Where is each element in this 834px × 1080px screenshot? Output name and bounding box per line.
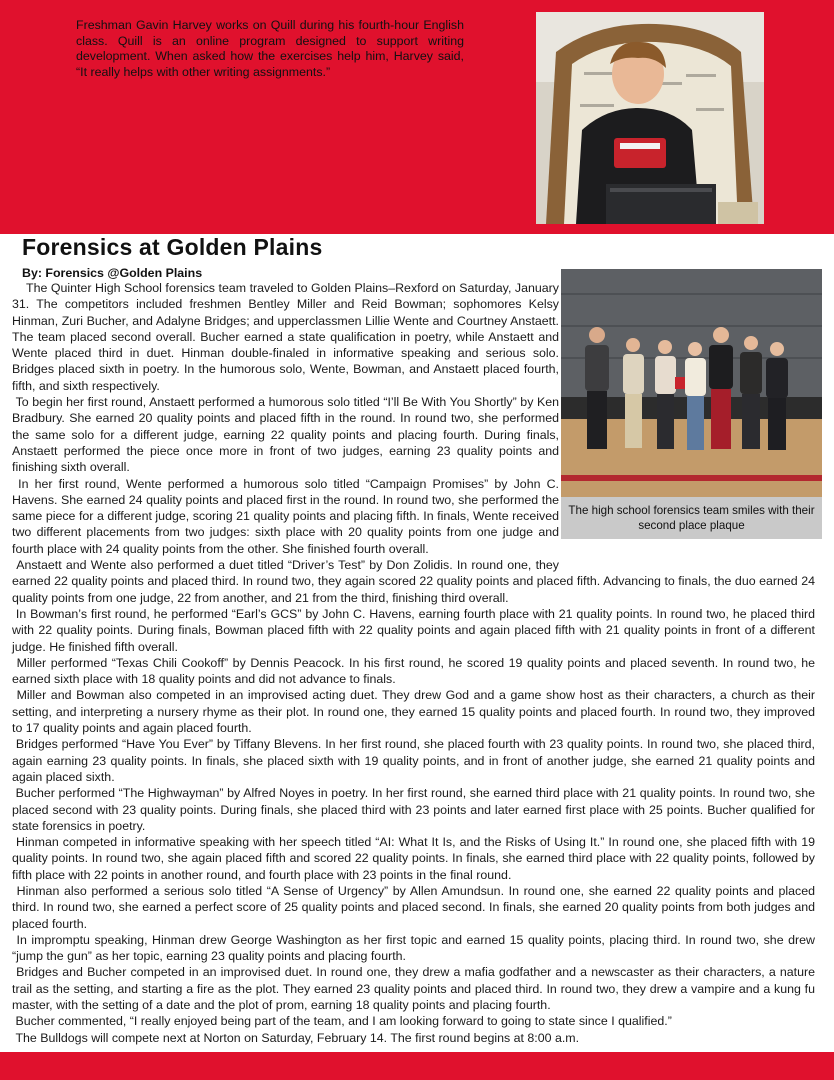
article-body: [12, 280, 815, 1046]
article-paragraph: In impromptu speaking, Hinman drew George Washington as her first topic and earned 15 quality points, placing third. In round two, she drew “jump the gun” as her topic, earning 23 quality points and placing fourth.: [12, 932, 815, 964]
article-byline: By: Forensics @Golden Plains: [22, 266, 203, 280]
article-paragraph: Bridges performed “Have You Ever” by Tiffany Blevens. In her first round, she placed fourth with 23 quality points. In round two, she placed third, again earning 23 quality points. In finals, she placed sixth with 19 quality points, and in front of another judge, she earned 21 quality points and again placed sixth.: [12, 737, 815, 784]
article-paragraph: Hinman competed in informative speaking with her speech titled “AI: What It Is, and the Risks of Using It.” In round one, she placed fifth with 19 quality points. In round two, she again placed fifth and scored 22 quality points. In finals, she earned third place with 22 quality points, followed by fifth place with 22 points in another round, and fourth place with 23 points in the final round.: [12, 835, 815, 882]
article-paragraph: To begin her first round, Anstaett performed a humorous solo titled “I’ll Be With You Shortly” by Ken Bradbury. She earned 20 quality points and placed fifth in the round. In round two, she performed the same solo for a different judge, earning 22 quality points and placing fourth. During finals, Anstaett performed the piece once more in front of two judges, earning 23 quality points and finishing sixth overall.: [12, 395, 559, 475]
article-paragraph: The Bulldogs will compete next at Norton on Saturday, February 14. The first round begins at 8:00 a.m.: [12, 1030, 580, 1045]
article-paragraph: Bucher performed “The Highwayman” by Alfred Noyes in poetry. In her first round, she earned third place with 21 quality points. In round two, she placed second with 23 quality points. During finals, she placed third with 23 points and later earned first place with 25 points. Bucher qualified for state forensics in poetry.: [12, 786, 815, 833]
student-laptop-illustration: [536, 12, 764, 224]
article-paragraph: Hinman also performed a serious solo titled “A Sense of Urgency” by Allen Amundsun. In round one, she earned 22 quality points and placed third. In round two, she earned a perfect score of 25 quality points and placed second. In finals, she earned 20 quality points from both judges and placed fourth.: [12, 883, 815, 931]
article-title: Forensics at Golden Plains: [22, 234, 323, 260]
article-paragraph: In Bowman’s first round, he performed “Earl’s GCS” by John C. Havens, earning fourth place with 21 quality points. In round two, he placed third with 22 quality points. During finals, Bowman placed fifth with 22 quality points and again placed fifth with 21 quality points in front of a different judge. He finished fifth overall.: [12, 606, 815, 654]
article-paragraph: Anstaett and Wente also performed a duet titled “Driver’s Test” by Don Zolidis. In round one, they earned 22 quality points and placed third. In round two, they again scored 22 quality points and placed fifth. Advancing to finals, the duo earned 24 quality points from one judge, 22 from another, and 21 from the third, finishing third overall.: [12, 558, 815, 605]
article-paragraph: In her first round, Wente performed a humorous solo titled “Campaign Promises” by John C. Havens. She earned 24 quality points and placed first in the round. In round two, she performed the same piece for a different judge, scoring 21 quality points and placing fifth. In finals, Wente received two different placements from two judges: sixth place with 20 quality points from one judge and fourth place with 24 quality points from the other. She finished fourth overall.: [12, 476, 559, 556]
article-paragraph: Miller performed “Texas Chili Cookoff” by Dennis Peacock. In his first round, he scored 19 quality points and placed seventh. In round two, he earned sixth place with 18 quality points and did not advance to finals.: [12, 655, 815, 687]
photo-float-spacer: [559, 280, 815, 558]
article-paragraph: Miller and Bowman also competed in an improvised acting duet. They drew God and a game show host as their characters, a church as their setting, and interpreting a nursery rhyme as their plot. In round one, they earned 15 quality points and placed fourth. In round two, they improved to 17 quality points and again placed fourth.: [12, 688, 815, 736]
article-paragraph: Bucher commented, “I really enjoyed being part of the team, and I am looking forward to going to state since I qualified.”: [12, 1014, 672, 1029]
article-paragraph: Bridges and Bucher competed in an improvised duet. In round one, they drew a mafia godfather and a newscaster as their characters, a nature trail as the setting, and starting a fire as the plot. They earned 23 quality points and placed third. In round two, they drew a vampire and a kung fu master, with the setting of a date and the plot of prom, earning 18 quality points and placing fourth.: [12, 965, 815, 1013]
student-laptop-photo: [536, 12, 764, 224]
article-paragraph: The Quinter High School forensics team traveled to Golden Plains–Rexford on Saturday, January 31. The competitors included freshmen Bentley Miller and Reid Bowman; sophomores Kelsy Hinman, Zuri Bucher, and Adalyne Bridges; and upperclassmen Lillie Wente and Courtney Anstaett. The team placed second overall. Bucher earned a state qualification in poetry, while Anstaett and Wente placed third in duet. Hinman double-finaled in informative speaking and serious solo. Bridges placed sixth in poetry. In the humorous solo, Wente, Bowman, and Anstaett placed fourth, fifth, and sixth respectively.: [12, 281, 559, 393]
top-photo-caption: Freshman Gavin Harvey works on Quill during his fourth-hour English class. Quill is an online program designed to support writing development. When asked how the exercises help him, Harvey said, “It really helps with other writing assignments.”: [76, 18, 464, 79]
bottom-red-band: [0, 1052, 834, 1080]
team-photo-caption: The high school forensics team smiles with their second place plaque: [561, 497, 822, 539]
